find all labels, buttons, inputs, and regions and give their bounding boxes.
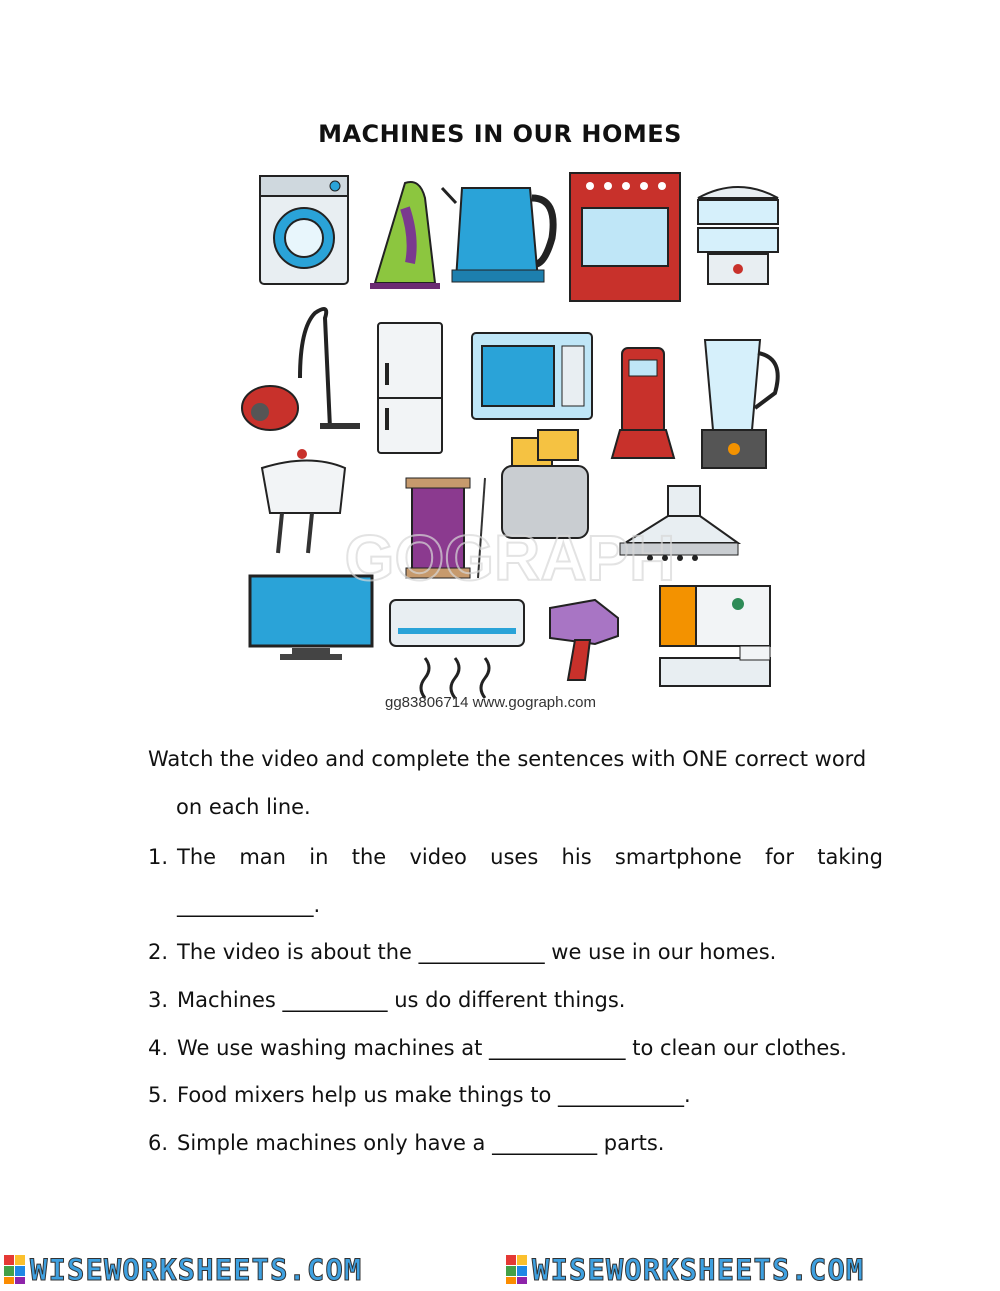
microwave-icon (472, 333, 592, 419)
question-text: Machines __________ us do different things. (177, 988, 626, 1012)
image-credit: gg83806714 www.gograph.com (385, 694, 596, 711)
question-text: The video is about the ____________ we use in our homes. (177, 940, 777, 964)
air-conditioner-icon (390, 600, 524, 698)
question-number: 6. (148, 1131, 169, 1155)
brand-logo-right (506, 1252, 864, 1288)
appliances-illustration (240, 168, 790, 708)
instructions (148, 735, 888, 831)
brand-text: WISEWORKSHEETS.COM (532, 1253, 865, 1287)
question-number: 5. (148, 1083, 169, 1107)
blender-icon (702, 340, 778, 468)
phone-icon (612, 348, 674, 458)
steamer-icon (698, 187, 778, 284)
brand-blocks-icon (4, 1255, 26, 1285)
vacuum-cleaner-icon (242, 309, 360, 430)
instructions-line-2: on each line. (176, 795, 311, 819)
question-number: 1. (148, 845, 169, 869)
question-text: Food mixers help us make things to ____________. (177, 1083, 691, 1107)
oven-icon (570, 173, 680, 301)
refrigerator-icon (378, 323, 442, 453)
instructions-line-1: Watch the video and complete the sentences with ONE correct word (148, 747, 867, 771)
page-title: MACHINES IN OUR HOMES (318, 120, 682, 148)
hand-mixer-icon (262, 449, 345, 553)
washing-machine-icon (260, 176, 348, 284)
question-text: We use washing machines at _____________ to clean our clothes. (177, 1036, 847, 1060)
question-number: 3. (148, 988, 169, 1012)
question-number: 2. (148, 940, 169, 964)
question-text: Simple machines only have a __________ parts. (177, 1131, 665, 1155)
iron-icon (370, 182, 440, 286)
watermark-text: GOGRAPH (344, 522, 676, 594)
question-number: 4. (148, 1036, 169, 1060)
brand-text: WISEWORKSHEETS.COM (30, 1253, 363, 1287)
hair-dryer-icon (550, 600, 618, 680)
answer-blank[interactable]: _____________. (177, 893, 321, 917)
brand-logo-left (4, 1252, 362, 1288)
sewing-machine-icon (660, 586, 770, 686)
footer (0, 1252, 1000, 1288)
kettle-icon (442, 188, 553, 282)
question-text: The man in the video uses his smartphone for taking (177, 845, 883, 869)
brand-blocks-icon (506, 1255, 528, 1285)
